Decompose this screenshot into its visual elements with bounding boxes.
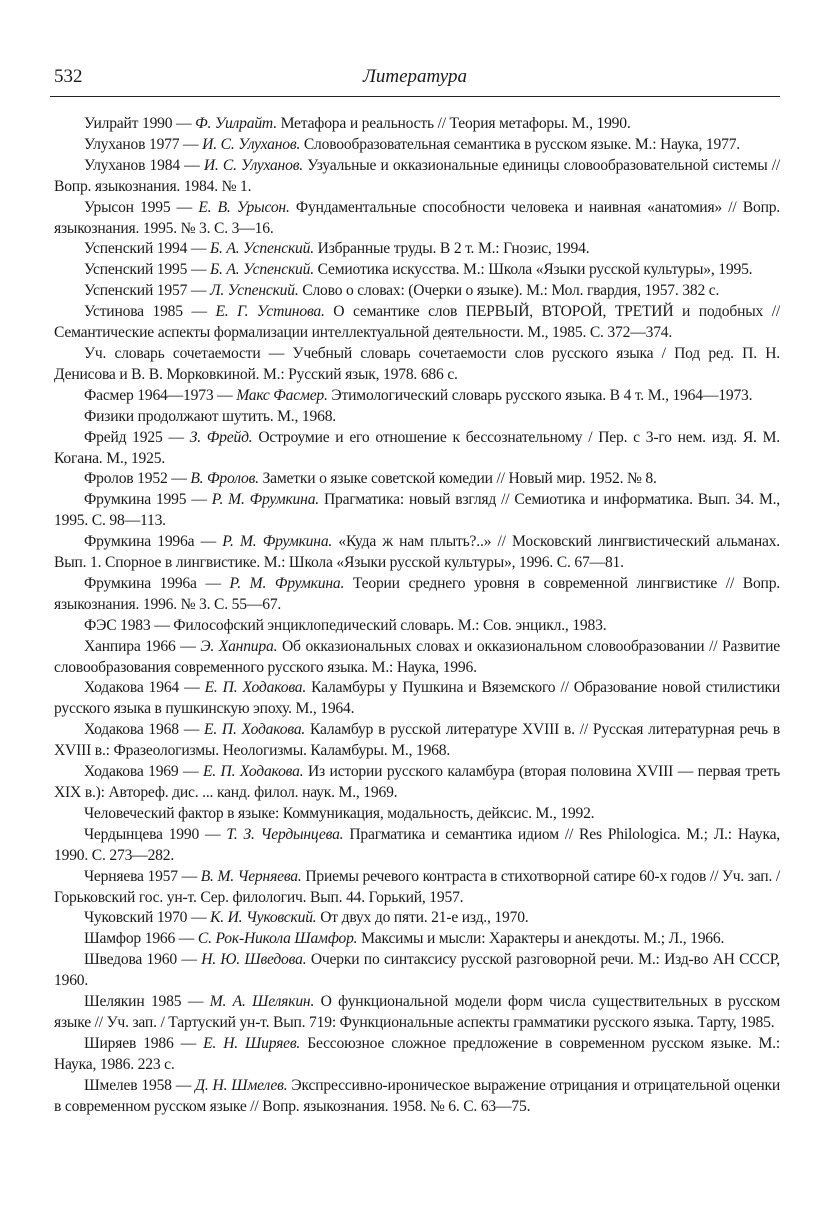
- reference-key: Фрумкина 1995 —: [84, 491, 212, 509]
- reference-author: И. С. Улуханов.: [202, 135, 301, 153]
- reference-author: Н. Ю. Шведова.: [201, 951, 307, 969]
- reference-author: Р. М. Фрумкина.: [211, 491, 319, 509]
- reference-key: Фролов 1952 —: [84, 470, 191, 488]
- reference-entry: [54, 114, 780, 135]
- reference-list: [54, 114, 780, 1118]
- reference-text: Экспрессивно-ироническое выражение отрицания и отрицательной оценки в современном русском языке // Вопр. языкознания. 1958. № 6. С. 63—75.: [54, 1076, 780, 1115]
- reference-entry: [54, 135, 780, 156]
- reference-key: Фрумкина 1996а —: [84, 574, 230, 592]
- reference-entry: [54, 302, 780, 344]
- reference-entry: [54, 344, 780, 386]
- reference-key: Успенский 1995 —: [84, 261, 210, 279]
- reference-text: О семантике слов ПЕРВЫЙ, ВТОРОЙ, ТРЕТИЙ и подобных // Семантические аспекты формализации интеллектуальной деятельности. М., 1985. С. 372—374.: [54, 303, 780, 342]
- reference-key: Ходакова 1968 —: [84, 721, 205, 739]
- reference-key: Шамфор 1966 —: [84, 930, 198, 948]
- reference-author: Л. Успенский.: [209, 282, 299, 300]
- reference-author: Р. М. Фрумкина.: [229, 574, 345, 592]
- reference-key: Ханпира 1966 —: [84, 637, 201, 655]
- reference-entry: [54, 574, 780, 616]
- reference-key: Чуковский 1970 —: [84, 909, 211, 927]
- reference-author: Ф. Уилрайт.: [195, 115, 277, 132]
- reference-text: Метафора и реальность // Теория метафоры. М., 1990.: [276, 115, 631, 132]
- reference-key: Человеческий фактор в языке:: [84, 804, 283, 822]
- reference-text: Теории среднего уровня в современной лингвистике // Вопр. языкознания. 1996. № 3. С. 55—67.: [54, 574, 781, 613]
- reference-author: В. Фролов.: [190, 470, 259, 488]
- reference-entry: [54, 281, 780, 302]
- reference-key: Шмелев 1958 —: [84, 1076, 196, 1094]
- reference-key: Устинова 1985 —: [84, 303, 216, 321]
- reference-entry: [54, 490, 780, 532]
- reference-entry: [54, 532, 780, 574]
- reference-entry: [54, 678, 780, 720]
- reference-entry: [54, 156, 780, 198]
- reference-author: З. Фрейд.: [189, 428, 253, 446]
- reference-text: Из истории русского каламбура (вторая половина XVIII — первая треть XIX в.): Автореф. дис. ... канд. филол. наук. М., 1969.: [54, 763, 780, 801]
- reference-entry: [54, 407, 780, 428]
- reference-key: Черняева 1957 —: [84, 867, 201, 885]
- reference-key: Фрейд 1925 —: [84, 428, 190, 446]
- reference-entry: [54, 950, 780, 992]
- reference-text: Заметки о языке советской комедии // Новый мир. 1952. № 8.: [258, 470, 657, 488]
- reference-text: М., 1968.: [277, 407, 336, 425]
- reference-text: Бессоюзное сложное предложение в современном русском языке. М.: Наука, 1986. 223 с.: [54, 1034, 780, 1073]
- reference-entry: [54, 908, 780, 929]
- reference-text: Этимологический словарь русского языка. В 4 т. М., 1964—1973.: [327, 386, 753, 404]
- reference-text: Об окказиональных словах и окказиональном словообразовании // Развитие словообразования современного русского языка. М.: Наука, 1996.: [54, 637, 781, 676]
- reference-text: Каламбур в русской литературе XVIII в. // Русская литературная речь в XVIII в.: Фразеологизмы. Неологизмы. Каламбуры. М., 1968.: [54, 721, 780, 760]
- reference-entry: [54, 929, 780, 950]
- running-title: Литература: [363, 66, 467, 87]
- reference-author: Е. Н. Ширяев.: [203, 1034, 301, 1052]
- reference-author: М. А. Шелякин.: [209, 993, 315, 1011]
- reference-author: Р. М. Фрумкина.: [222, 533, 333, 551]
- reference-key: Ходакова 1969 —: [84, 763, 203, 781]
- reference-text: Каламбуры у Пушкина и Вяземского // Образование новой стилистики русского языка в пушкинскую эпоху. М., 1964.: [54, 679, 780, 718]
- reference-author: И. С. Улуханов.: [203, 156, 303, 174]
- reference-text: Избранные труды. В 2 т. М.: Гнозис, 1994.: [313, 240, 590, 258]
- reference-key: Успенский 1957 —: [84, 282, 210, 300]
- reference-author: Т. З. Чердынцева.: [226, 825, 344, 843]
- reference-key: Ходакова 1964 —: [84, 679, 205, 697]
- reference-author: Е. П. Ходакова.: [204, 721, 306, 739]
- reference-entry: [54, 992, 780, 1034]
- reference-author: С. Рок-Никола Шамфор.: [197, 930, 358, 948]
- reference-key: Фасмер 1964—1973 —: [84, 386, 237, 404]
- reference-entry: [54, 637, 780, 679]
- reference-text: Слово о словах: (Очерки о языке). М.: Мол. гвардия, 1957. 382 с.: [298, 282, 720, 300]
- reference-author: Е. В. Урысон.: [198, 198, 290, 216]
- reference-text: Фундаментальные способности человека и наивная «анатомия» // Вопр. языкознания. 1995. № 3. С. 3—16.: [54, 198, 781, 237]
- reference-entry: [54, 804, 780, 825]
- reference-key: Чердынцева 1990 —: [84, 825, 227, 843]
- reference-key: Шелякин 1985 —: [84, 993, 210, 1011]
- header-rule: [50, 96, 780, 97]
- reference-author: К. И. Чуковский.: [210, 909, 317, 927]
- reference-entry: [54, 720, 780, 762]
- reference-key: Урысон 1995 —: [84, 198, 199, 216]
- reference-key: Уилрайт 1990 —: [84, 115, 196, 132]
- reference-entry: [54, 867, 780, 909]
- reference-entry: [54, 239, 780, 260]
- reference-author: Е. Г. Устинова.: [215, 303, 325, 321]
- reference-entry: [54, 1034, 780, 1076]
- reference-text: Прагматика: новый взгляд // Семиотика и информатика. Вып. 34. М., 1995. С. 98—113.: [54, 491, 781, 530]
- page-number: 532: [54, 66, 83, 87]
- reference-key: Успенский 1994 —: [84, 240, 210, 258]
- reference-text: «Куда ж нам плыть?..» // Московский лингвистический альманах. Вып. 1. Спорное в лингвистике. М.: Школа «Языки русской культуры», 1996. С. 67—81.: [54, 533, 780, 572]
- reference-entry: [54, 386, 780, 407]
- reference-key: Физики продолжают шутить.: [84, 407, 278, 425]
- reference-key: Уч. словарь сочетаемости —: [84, 344, 293, 362]
- reference-entry: [54, 762, 780, 804]
- reference-entry: [54, 198, 780, 240]
- reference-entry: [54, 469, 780, 490]
- reference-author: Д. Н. Шмелев.: [195, 1076, 288, 1094]
- reference-text: Учебный словарь сочетаемости слов русского языка / Под ред. П. Н. Денисова и В. В. Морковкиной. М.: Русский язык, 1978. 686 с.: [54, 344, 780, 383]
- reference-text: Очерки по синтаксису русской разговорной речи. М.: Изд-во АН СССР, 1960.: [54, 951, 780, 990]
- reference-text: Узуальные и окказиональные единицы словообразовательной системы // Вопр. языкознания. 1984. № 1.: [54, 156, 780, 195]
- reference-text: От двух до пяти. 21-е изд., 1970.: [316, 909, 529, 927]
- reference-author: Б. А. Успенский.: [209, 240, 314, 258]
- reference-key: Улуханов 1977 —: [84, 135, 203, 153]
- reference-text: Семиотика искусства. М.: Школа «Языки русской культуры», 1995.: [313, 261, 753, 279]
- reference-key: Улуханов 1984 —: [84, 156, 204, 174]
- reference-author: Макс Фасмер.: [236, 386, 328, 404]
- reference-author: Б. А. Успенский.: [209, 261, 314, 279]
- reference-author: Е. П. Ходакова.: [202, 763, 304, 781]
- reference-key: Ширяев 1986 —: [84, 1034, 204, 1052]
- reference-entry: [54, 1076, 780, 1118]
- reference-text: Приемы речевого контраста в стихотворной сатире 60-х годов // Уч. зап. / Горьковский гос. ун-т. Сер. филологич. Вып. 44. Горький, 1957.: [54, 867, 780, 906]
- reference-text: Коммуникация, модальность, дейксис. М., 1992.: [282, 804, 595, 822]
- reference-entry: [54, 825, 780, 867]
- reference-key: ФЭС 1983 —: [84, 616, 174, 634]
- reference-text: Остроумие и его отношение к бессознательному / Пер. с 3-го нем. изд. Я. М. Когана. М., 1925.: [54, 428, 780, 467]
- reference-key: Фрумкина 1996а —: [84, 533, 223, 551]
- reference-author: Э. Ханпира.: [200, 637, 278, 655]
- reference-text: Максимы и мысли: Характеры и анекдоты. М.; Л., 1966.: [357, 930, 725, 948]
- reference-text: Словообразовательная семантика в русском языке. М.: Наука, 1977.: [300, 135, 741, 153]
- reference-key: Шведова 1960 —: [84, 951, 202, 969]
- reference-author: В. М. Черняева.: [200, 867, 302, 885]
- reference-entry: [54, 616, 780, 637]
- reference-text: О функциональной модели форм числа существительных в русском языке // Уч. зап. / Тартуский ун-т. Вып. 719: Функциональные аспекты грамматики русского языка. Тарту, 1985.: [54, 993, 780, 1031]
- reference-entry: [54, 260, 780, 281]
- page-header: [50, 66, 780, 92]
- reference-author: Е. П. Ходакова.: [204, 679, 307, 697]
- reference-text: Прагматика и семантика идиом // Res Philologica. М.; Л.: Наука, 1990. С. 273—282.: [54, 825, 780, 864]
- reference-entry: [54, 428, 780, 470]
- reference-text: Философский энциклопедический словарь. М.: Сов. энцикл., 1983.: [173, 616, 607, 634]
